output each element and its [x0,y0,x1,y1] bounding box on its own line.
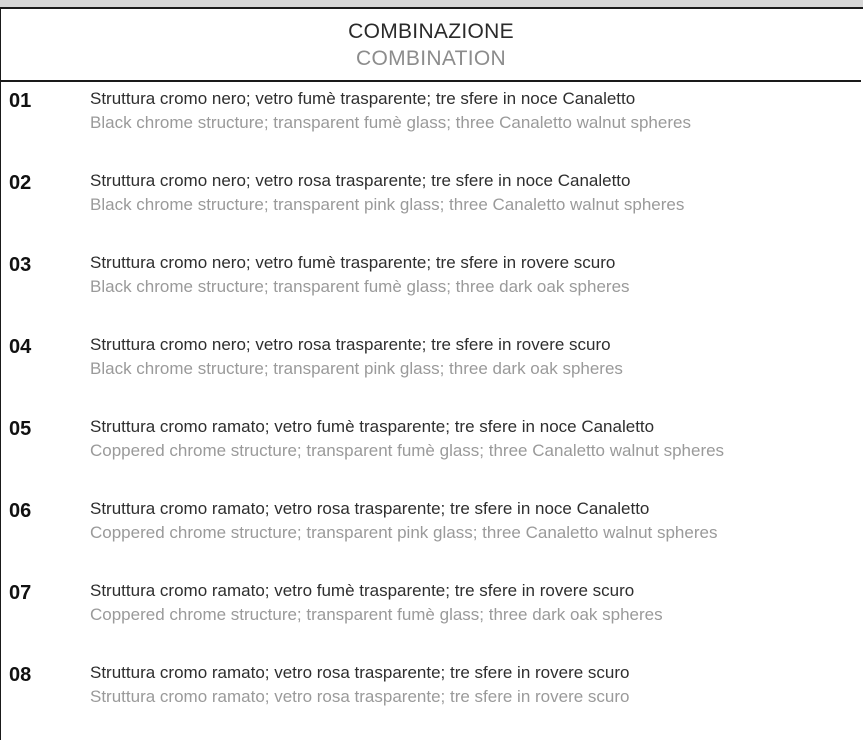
combination-row [0,328,863,410]
combination-description-english: Coppered chrome structure; transparent fumè glass; three Canaletto walnut spheres [90,441,725,460]
top-band [0,0,863,9]
combination-row [0,410,863,492]
combination-row [0,574,863,656]
header-title-italian: COMBINAZIONE [348,20,514,43]
combination-description-italian: Struttura cromo ramato; vetro rosa trasparente; tre sfere in noce Canaletto [90,499,650,518]
combination-description-italian: Struttura cromo nero; vetro fumè trasparente; tre sfere in noce Canaletto [90,89,636,108]
combination-description-italian: Struttura cromo ramato; vetro fumè trasparente; tre sfere in noce Canaletto [90,417,655,436]
combination-description-italian: Struttura cromo ramato; vetro rosa trasparente; tre sfere in rovere scuro [90,663,630,682]
combination-description-italian: Struttura cromo ramato; vetro fumè trasparente; tre sfere in rovere scuro [90,581,635,600]
combination-list [0,82,863,738]
combination-description-english: Black chrome structure; transparent pink glass; three dark oak spheres [90,359,623,378]
combination-row [0,656,863,738]
combination-description-english: Struttura cromo ramato; vetro rosa trasparente; tre sfere in rovere scuro [90,687,630,706]
combination-number: 02 [9,172,32,194]
combination-description-english: Coppered chrome structure; transparent fumè glass; three dark oak spheres [90,605,663,624]
table-header [0,9,861,82]
header-title-english: COMBINATION [356,47,506,70]
combination-row [0,82,863,164]
combination-row [0,164,863,246]
combination-description-english: Black chrome structure; transparent fumè glass; three dark oak spheres [90,277,630,296]
combination-number: 04 [9,336,32,358]
combination-row [0,246,863,328]
combination-number: 07 [9,582,32,604]
combination-number: 08 [9,664,32,686]
combination-number: 03 [9,254,32,276]
combination-number: 05 [9,418,32,440]
combination-description-italian: Struttura cromo nero; vetro rosa trasparente; tre sfere in noce Canaletto [90,171,631,190]
combination-description-english: Black chrome structure; transparent pink glass; three Canaletto walnut spheres [90,195,685,214]
combination-row [0,492,863,574]
combination-number: 06 [9,500,32,522]
combination-description-italian: Struttura cromo nero; vetro rosa trasparente; tre sfere in rovere scuro [90,335,611,354]
combination-description-english: Coppered chrome structure; transparent pink glass; three Canaletto walnut spheres [90,523,718,542]
combination-description-italian: Struttura cromo nero; vetro fumè trasparente; tre sfere in rovere scuro [90,253,616,272]
combination-number: 01 [9,90,32,112]
combination-description-english: Black chrome structure; transparent fumè glass; three Canaletto walnut spheres [90,113,691,132]
